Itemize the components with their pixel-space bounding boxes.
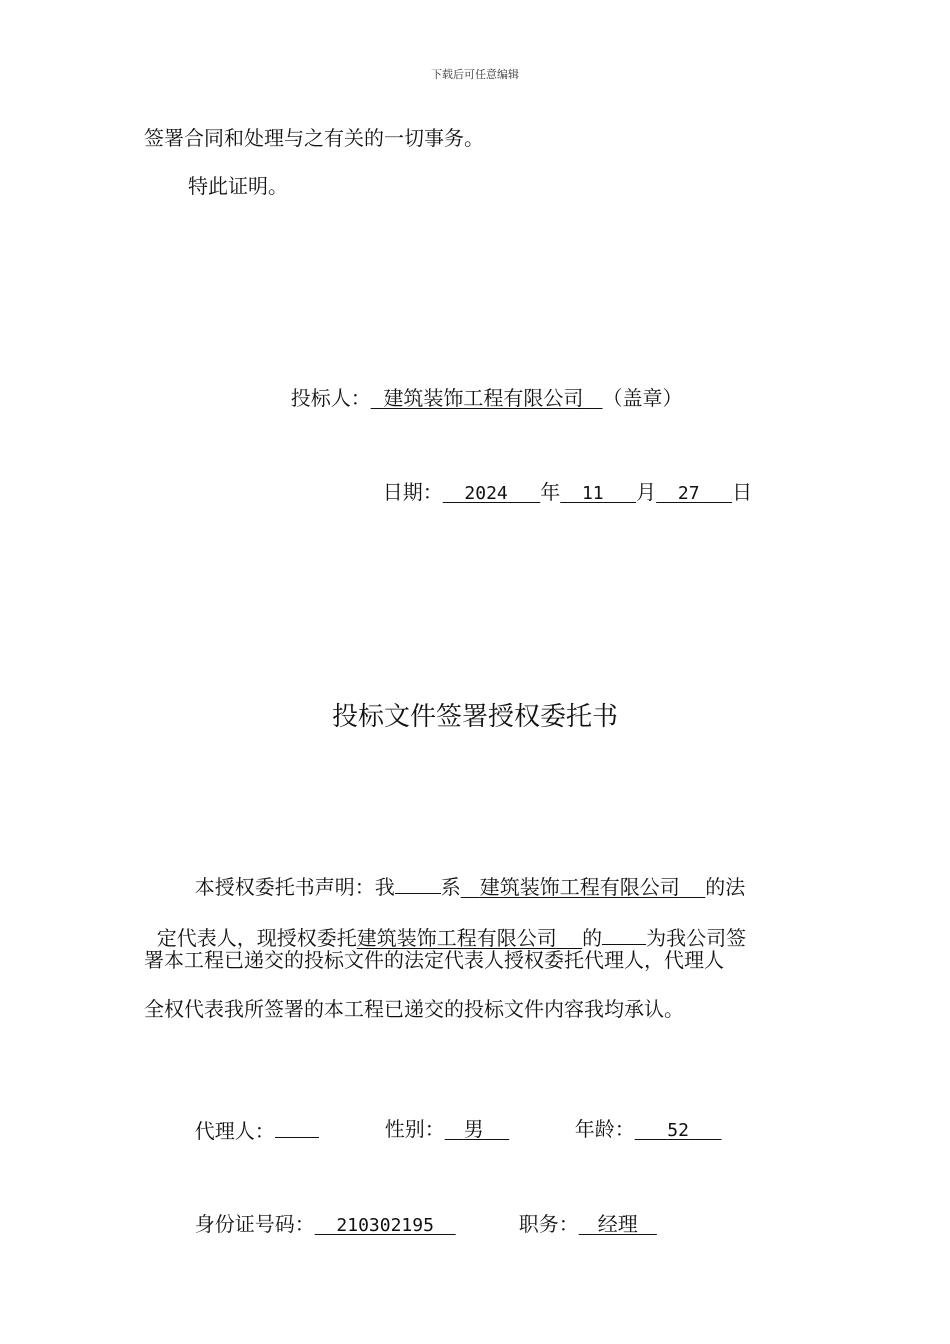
date-day: 27 xyxy=(677,483,700,504)
year-unit: 年 xyxy=(540,480,561,504)
age-value: 52 xyxy=(667,1120,689,1141)
certification-line: 特此证明。 xyxy=(188,174,288,198)
position-label: 职务： xyxy=(518,1212,579,1236)
agent-label: 代理人： xyxy=(194,1119,275,1143)
seal-label: （盖章） xyxy=(602,386,683,410)
continuation-line: 签署合同和处理与之有关的一切事务。 xyxy=(144,126,484,150)
month-unit: 月 xyxy=(636,480,657,504)
date-month: 11 xyxy=(581,483,604,504)
date-year: 2024 xyxy=(464,483,508,504)
gender-value: 男 xyxy=(463,1117,484,1141)
company-name-2: 建筑装饰工程有限公司 xyxy=(356,926,557,950)
authorization-line-3: 署本工程已递交的投标文件的法定代表人授权委托代理人，代理人 xyxy=(144,948,724,972)
id-value: 210302195 xyxy=(336,1215,434,1236)
date-label: 日期： xyxy=(382,480,443,504)
bidder-label: 投标人： xyxy=(290,386,371,410)
day-unit: 日 xyxy=(732,480,753,504)
authorization-line-2: 定代表人，现授权委托建筑装饰工程有限公司 的 为我公司签 xyxy=(156,926,747,950)
bidder-name: 建筑装饰工程有限公司 xyxy=(383,386,584,410)
id-field xyxy=(182,1188,456,1238)
position-value: 经理 xyxy=(597,1212,638,1236)
bidder-line xyxy=(278,362,683,410)
gender-field xyxy=(372,1093,509,1141)
authorization-line-4: 全权代表我所签署的本工程已递交的投标文件内容我均承认。 xyxy=(144,997,684,1021)
company-name-1: 建筑装饰工程有限公司 xyxy=(479,875,680,899)
principal-name-blank xyxy=(395,873,441,894)
age-label: 年龄： xyxy=(574,1117,635,1141)
authorization-line-1: 本授权委托书声明：我 系 建筑装饰工程有限公司 的法 xyxy=(194,875,746,899)
document-title: 投标文件签署授权委托书 xyxy=(331,702,618,732)
gender-label: 性别： xyxy=(384,1117,445,1141)
date-line xyxy=(370,456,752,506)
position-field xyxy=(506,1188,657,1236)
agent-name-blank xyxy=(602,924,646,945)
header-note: 下载后可任意编辑 xyxy=(431,68,519,81)
id-label: 身份证号码： xyxy=(194,1212,315,1236)
agent-blank xyxy=(275,1117,319,1138)
agent-info-line xyxy=(182,1093,319,1143)
age-field xyxy=(562,1093,721,1143)
